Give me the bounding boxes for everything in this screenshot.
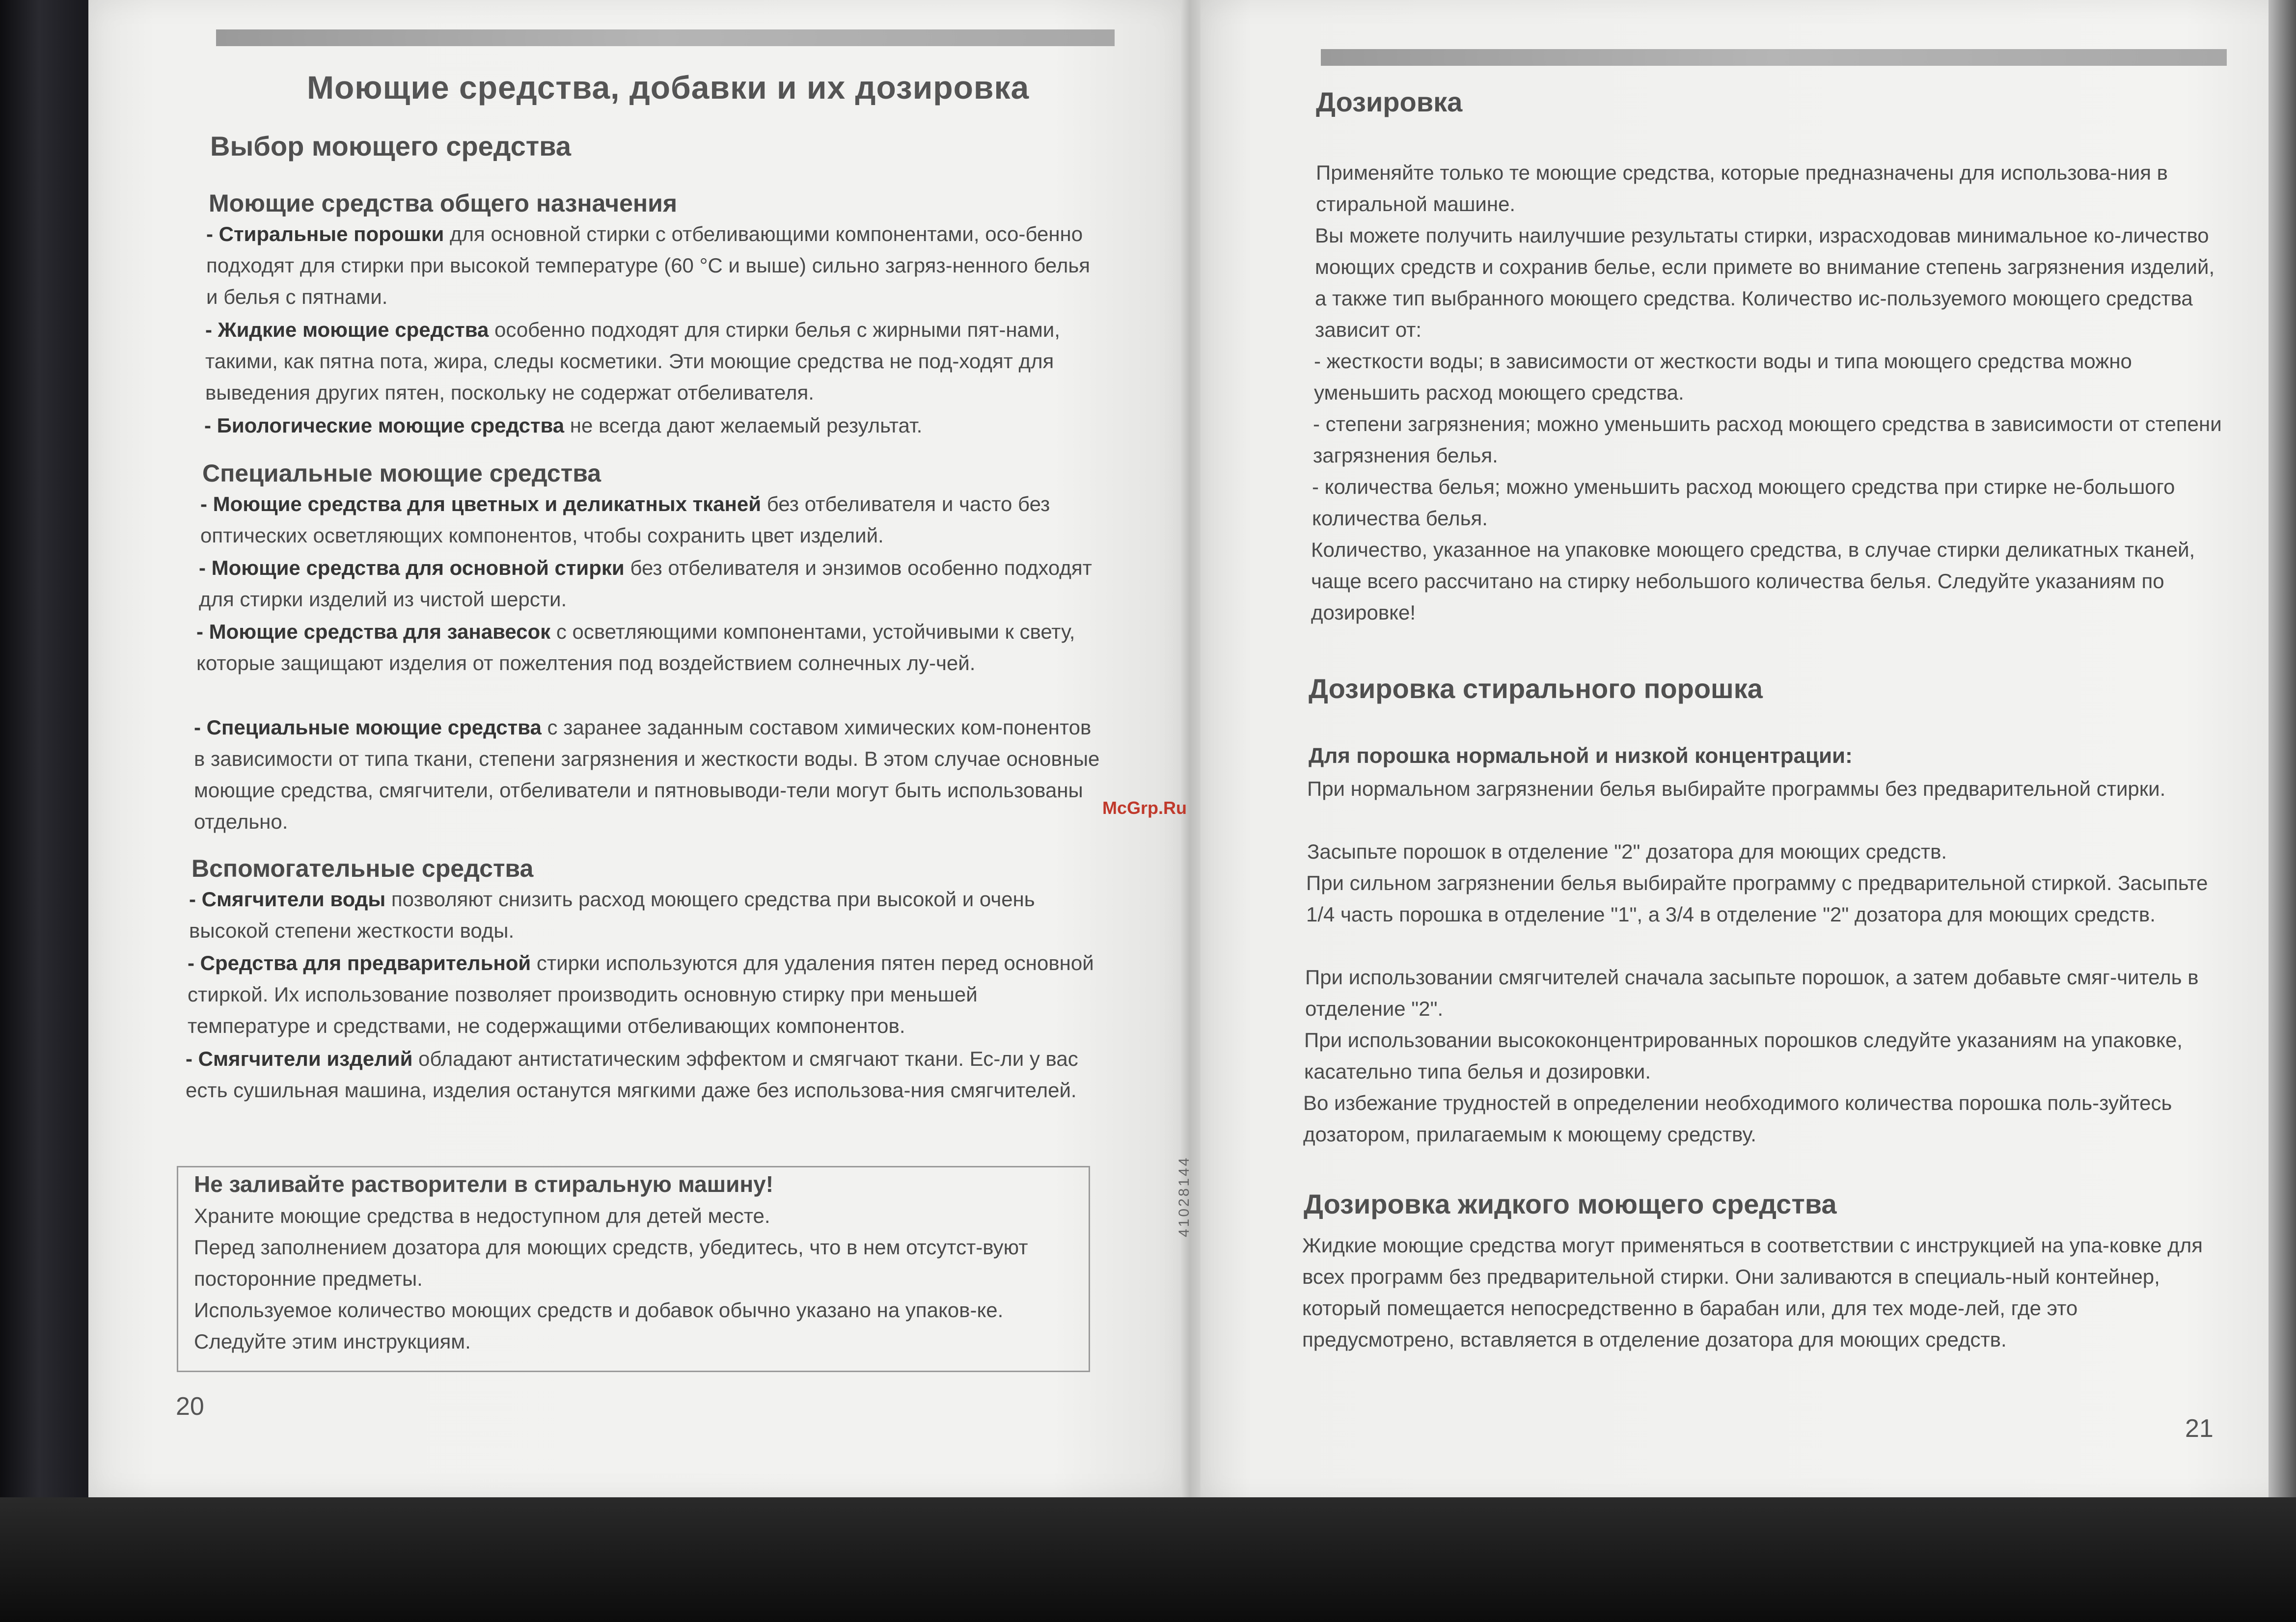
warning-line: Используемое количество моющих средств и добавок обычно указано на упаков-ке. Следуйте этим инструкциям. [194,1298,1004,1353]
paragraph: Количество, указанное на упаковке моющего средства, в случае стирки деликатных тканей, чаще всего рассчитано на стирку небольшого количества белья. Следуйте указаниям по дозировке! [1311,538,2195,624]
item-term: - Моющие средства для занавесок [196,620,551,643]
item-text: с заранее заданным составом химических ком-понентов в зависимости от типа ткани, степени загрязнения и жесткости воды. В этом случае основные моющие средства, смягчители, отбеливатели и пятновыводи-тели могут быть использованы отдельно. [194,716,1100,833]
paragraph: Засыпьте порошок в отделение "2" дозатора для моющих средств. [1307,840,1947,863]
list-item [206,218,1105,313]
list-item [205,314,1104,408]
item-text: не всегда дают желаемый результат. [564,414,923,437]
paragraph: - степени загрязнения; можно уменьшить расход моющего средства в зависимости от степени загрязнения белья. [1313,412,2222,467]
item-text: без отбеливателя и часто без оптических осветляющих компонентов, чтобы сохранить цвет изделий. [200,492,1050,547]
section-heading-powder: Дозировка стирального порошка [1309,673,1763,704]
subheading-concentration: Для порошка нормальной и низкой концентрации: [1309,744,1853,768]
item-text: с осветляющими компонентами, устойчивыми к свету, которые защищают изделия от пожелтения под воздействием солнечных лу-чей. [196,620,1075,675]
warning-line: Храните моющие средства в недоступном для детей месте. [194,1204,770,1227]
left-header-band [216,29,1115,46]
item-text: без отбеливателя и энзимов особенно подходят для стирки изделий из чистой шерсти. [199,556,1092,611]
paragraph: При использовании смягчителей сначала засыпьте порошок, а затем добавьте смяг-читель в отделение "2". [1305,966,2199,1020]
paragraph: При использовании высококонцентрированных порошков следуйте указаниям на упаковке, касательно типа белья и дозировки. [1304,1028,2183,1083]
list-item [199,552,1105,615]
right-edge-shadow [2269,0,2296,1622]
gutter-code: 41028144 [1176,1156,1192,1237]
section-heading-general: Моющие средства общего назначения [209,189,678,217]
item-term: - Стиральные порошки [206,222,444,245]
paragraph: - количества белья; можно уменьшить расход моющего средства при стирке не-большого количества белья. [1312,475,2175,530]
page-number-left: 20 [176,1392,204,1421]
item-text: для основной стирки с отбеливающими компонентами, осо-бенно подходят для стирки при высокой температуре (60 °C и выше) сильно загряз-ненного белья и белья с пятнами. [206,222,1090,308]
paragraph: При сильном загрязнении белья выбирайте программу с предварительной стиркой. Засыпьте 1/4 часть порошка в отделение "1", а 3/4 в отделение "2" дозатора для моющих средств. [1306,871,2208,926]
list-item [200,488,1106,551]
list-item [188,947,1101,1042]
item-term: - Смягчители изделий [186,1047,413,1070]
item-term: - Специальные моющие средства [194,716,542,739]
item-term: - Моющие средства для основной стирки [199,556,625,579]
item-text: стирки используются для удаления пятен перед основной стиркой. Их использование позволяет производить основную стирку при меньшей температуре и средствами, не содержащими отбеливающих компонентов. [188,951,1094,1037]
section-heading-special: Специальные моющие средства [202,460,601,487]
paragraph: Жидкие моющие средства могут применяться в соответствии с инструкцией на упа-ковке для всех программ без предварительной стирки. Они заливаются в специаль-ный контейнер, который помещается непосредственно в барабан или, для тех моде-лей, где это предусмотрено, вставляется в отделение дозатора для моющих средств. [1302,1234,2203,1351]
paragraph: Применяйте только те моющие средства, которые предназначены для использова-ния в стиральной машине. [1316,161,2168,216]
page-number-right: 21 [2185,1414,2214,1443]
list-item [196,616,1105,679]
left-page-title: Моющие средства, добавки и их дозировка [307,69,1030,106]
warning-line: Перед заполнением дозатора для моющих средств, убедитесь, что в нем отсутст-вуют посторонние предметы. [194,1236,1028,1290]
section-heading-auxiliary: Вспомогательные средства [191,855,534,882]
list-item [204,410,1103,441]
list-item [189,884,1102,946]
warning-heading: Не заливайте растворители в стиральную машину! [194,1171,774,1197]
paragraph: - жесткости воды; в зависимости от жесткости воды и типа моющего средства можно уменьшить расход моющего средства. [1314,350,2132,404]
item-text: позволяют снизить расход моющего средства при высокой и очень высокой степени жесткости воды. [189,888,1035,942]
bottom-edge-shadow [0,1497,2296,1622]
item-term: - Смягчители воды [189,888,386,911]
section-heading-dosing: Дозировка [1316,86,1463,117]
item-text: обладают антистатическим эффектом и смягчают ткани. Ес-ли у вас есть сушильная машина, изделия останутся мягкими даже без использова-ния смягчителей. [186,1047,1078,1102]
paragraph: Вы можете получить наилучшие результаты стирки, израсходовав минимальное ко-личество моющих средств и сохранив белье, если примете во внимание степень загрязнения изделий, а также тип выбранного моющего средства. Количество ис-пользуемого моющего средства зависит от: [1315,224,2215,341]
item-term: - Моющие средства для цветных и деликатных тканей [200,492,762,515]
paragraph: Во избежание трудностей в определении необходимого количества порошка поль-зуйтесь дозатором, прилагаемым к моющему средству. [1303,1091,2172,1146]
item-term: - Жидкие моющие средства [205,318,489,341]
section-heading-liquid: Дозировка жидкого моющего средства [1304,1189,1837,1219]
book-gutter [1181,0,1201,1512]
item-term: - Биологические моющие средства [204,414,565,437]
item-text: особенно подходят для стирки белья с жирными пят-нами, такими, как пятна пота, жира, следы косметики. Эти моющие средства не под-ходят для выведения других пятен, поскольку не содержат отбеливателя. [205,318,1060,404]
paragraph: При нормальном загрязнении белья выбирайте программы без предварительной стирки. [1307,777,2166,800]
left-page-subtitle: Выбор моющего средства [210,131,571,162]
right-header-band [1321,49,2227,66]
list-item [194,712,1105,838]
watermark: McGrp.Ru [1102,798,1187,818]
item-term: - Средства для предварительной [188,951,531,974]
list-item [186,1043,1101,1106]
